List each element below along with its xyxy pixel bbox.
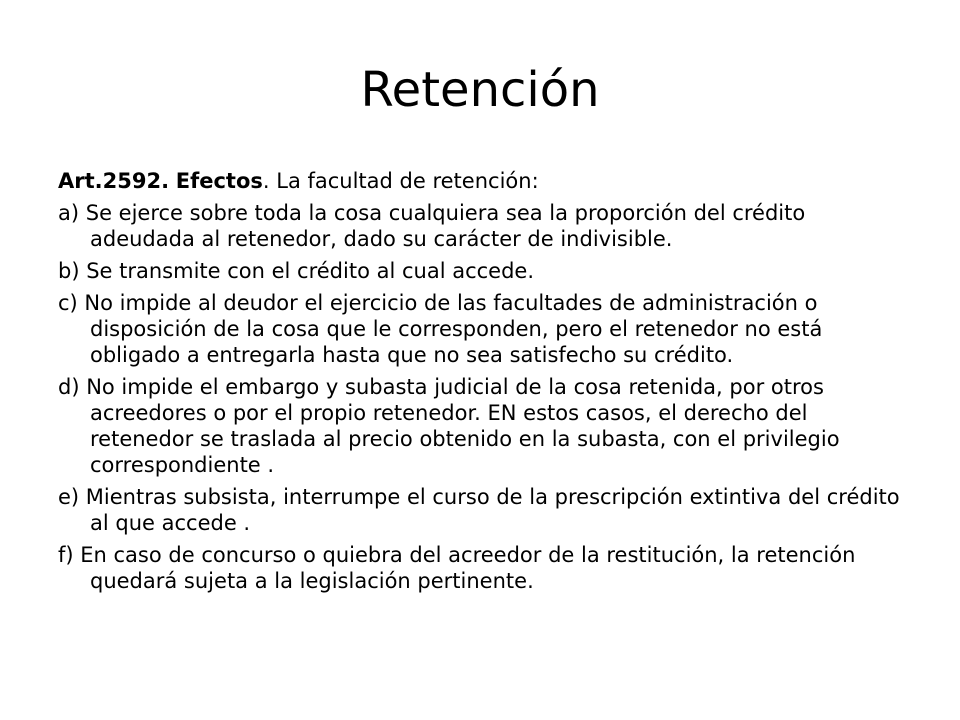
article-heading bbox=[58, 168, 908, 194]
item-f: f) En caso de concurso o quiebra del acreedor de la restitución, la retención quedará sujeta a la legislación pertinente. bbox=[58, 543, 856, 593]
item-c: c) No impide al deudor el ejercicio de las facultades de administración o disposición de la cosa que le corresponden, pero el retenedor no está obligado a entregarla hasta que no sea satisfecho su crédito. bbox=[58, 291, 823, 367]
slide-body bbox=[58, 168, 908, 600]
item-e: e) Mientras subsista, interrumpe el curso de la prescripción extintiva del crédito al que accede . bbox=[58, 485, 900, 535]
article-label: Efectos bbox=[175, 169, 263, 193]
article-number: Art.2592. bbox=[58, 169, 170, 193]
item-b: b) Se transmite con el crédito al cual accede. bbox=[58, 259, 535, 283]
item-a: a) Se ejerce sobre toda la cosa cualquiera sea la proporción del crédito adeudada al retenedor, dado su carácter de indivisible. bbox=[58, 201, 806, 251]
item-d: d) No impide el embargo y subasta judicial de la cosa retenida, por otros acreedores o por el propio retenedor. EN estos casos, el derecho del retenedor se traslada al precio obtenido en la subasta, con el privilegio correspondiente . bbox=[58, 375, 840, 477]
article-intro: . La facultad de retención: bbox=[262, 169, 539, 193]
slide-title: Retención bbox=[360, 62, 600, 118]
